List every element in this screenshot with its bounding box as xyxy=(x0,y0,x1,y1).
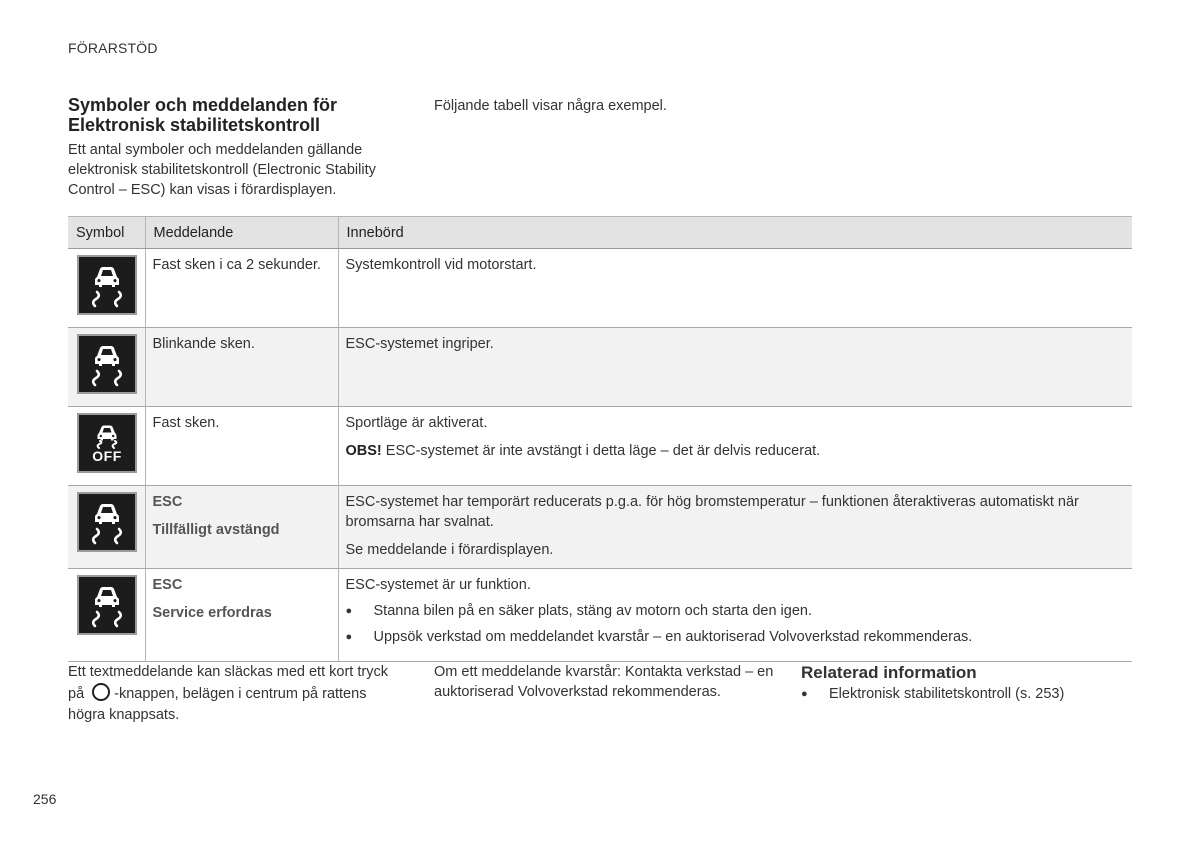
meaning-text: ESC-systemet är ur funktion. xyxy=(345,577,531,593)
action-list xyxy=(346,601,1127,647)
symbol-cell xyxy=(68,407,145,486)
meaning-cell xyxy=(338,569,1132,662)
symbol-cell xyxy=(68,486,145,569)
message-cell xyxy=(145,407,338,486)
section-header: FÖRARSTÖD xyxy=(68,40,158,56)
footer-text-1 xyxy=(68,662,398,726)
table-row xyxy=(68,407,1132,486)
message-subtitle: Service erfordras xyxy=(152,605,272,621)
meaning-text: Sportläge är aktiverat. xyxy=(345,415,488,431)
related-list xyxy=(801,684,1131,704)
note-text xyxy=(346,441,1127,461)
note-body: ESC-systemet är inte avstängt i detta läge – det är delvis reducerat. xyxy=(381,443,821,459)
table-row xyxy=(68,328,1132,407)
message-title: ESC xyxy=(152,494,183,510)
message-text: Fast sken i ca 2 sekunder. xyxy=(152,257,321,273)
list-item: ● Uppsök verkstad om meddelandet kvarstår – en auktoriserad Volvoverkstad rekommenderas. xyxy=(346,627,1127,647)
message-cell xyxy=(145,249,338,328)
related-title: Relaterad information xyxy=(801,663,977,682)
message-cell xyxy=(145,569,338,662)
related-info xyxy=(801,662,1131,704)
table-row xyxy=(68,486,1132,569)
intro-right-text: Följande tabell visar några exempel. xyxy=(434,98,667,114)
symbol-cell xyxy=(68,249,145,328)
message-title: ESC xyxy=(152,577,183,593)
esc-skid-icon xyxy=(77,334,137,394)
page-number: 256 xyxy=(33,791,57,807)
note-label: OBS! xyxy=(345,443,382,459)
meaning-cell xyxy=(338,328,1132,407)
intro-text: Ett antal symboler och meddelanden gällande elektronisk stabilitetskontroll (Electronic Stability Control – ESC) kan visas i förardisplayen. xyxy=(68,142,376,198)
table-row xyxy=(68,249,1132,328)
circle-button-icon xyxy=(92,683,110,701)
esc-off-icon xyxy=(77,413,137,473)
message-text: Blinkande sken. xyxy=(152,336,255,352)
esc-skid-icon xyxy=(77,255,137,315)
meaning-cell xyxy=(338,407,1132,486)
symbol-cell xyxy=(68,569,145,662)
message-cell xyxy=(145,328,338,407)
related-link[interactable]: ● Elektronisk stabilitetskontroll (s. 253) xyxy=(801,684,1131,704)
symbols-table xyxy=(68,216,1132,662)
message-cell xyxy=(145,486,338,569)
header-message: Meddelande xyxy=(145,217,338,249)
footer-text-2: Om ett meddelande kvarstår: Kontakta verkstad – en auktoriserad Volvoverkstad rekommenderas. xyxy=(434,664,774,700)
footer-text-1-part1: Ett textmeddelande kan släckas med ett kort tryck på xyxy=(68,664,388,702)
footer-text-1-part2: -knappen, belägen i centrum på rattens högra knappsats. xyxy=(68,686,367,723)
meaning-cell xyxy=(338,249,1132,328)
list-item: ● Stanna bilen på en säker plats, stäng av motorn och starta den igen. xyxy=(346,601,1127,621)
message-text: Fast sken. xyxy=(152,415,220,431)
table-header-row xyxy=(68,217,1132,249)
symbol-cell xyxy=(68,328,145,407)
meaning-text: ESC-systemet ingriper. xyxy=(345,336,494,352)
esc-skid-icon xyxy=(77,492,137,552)
meaning-text: ESC-systemet har temporärt reducerats p.g.a. för hög bromstemperatur – funktionen återaktiveras automatiskt när bromsarna har svalnat. xyxy=(345,494,1079,530)
message-subtitle: Tillfälligt avstängd xyxy=(152,522,280,538)
header-meaning: Innebörd xyxy=(338,217,1132,249)
meaning-cell xyxy=(338,486,1132,569)
esc-skid-icon xyxy=(77,575,137,635)
meaning-text-2: Se meddelande i förardisplayen. xyxy=(345,542,554,558)
page-title: Symboler och meddelanden för Elektronisk stabilitetskontroll xyxy=(68,95,338,135)
header-symbol: Symbol xyxy=(68,217,145,249)
table-row xyxy=(68,569,1132,662)
off-label: OFF xyxy=(92,447,122,464)
meaning-text: Systemkontroll vid motorstart. xyxy=(345,257,537,273)
